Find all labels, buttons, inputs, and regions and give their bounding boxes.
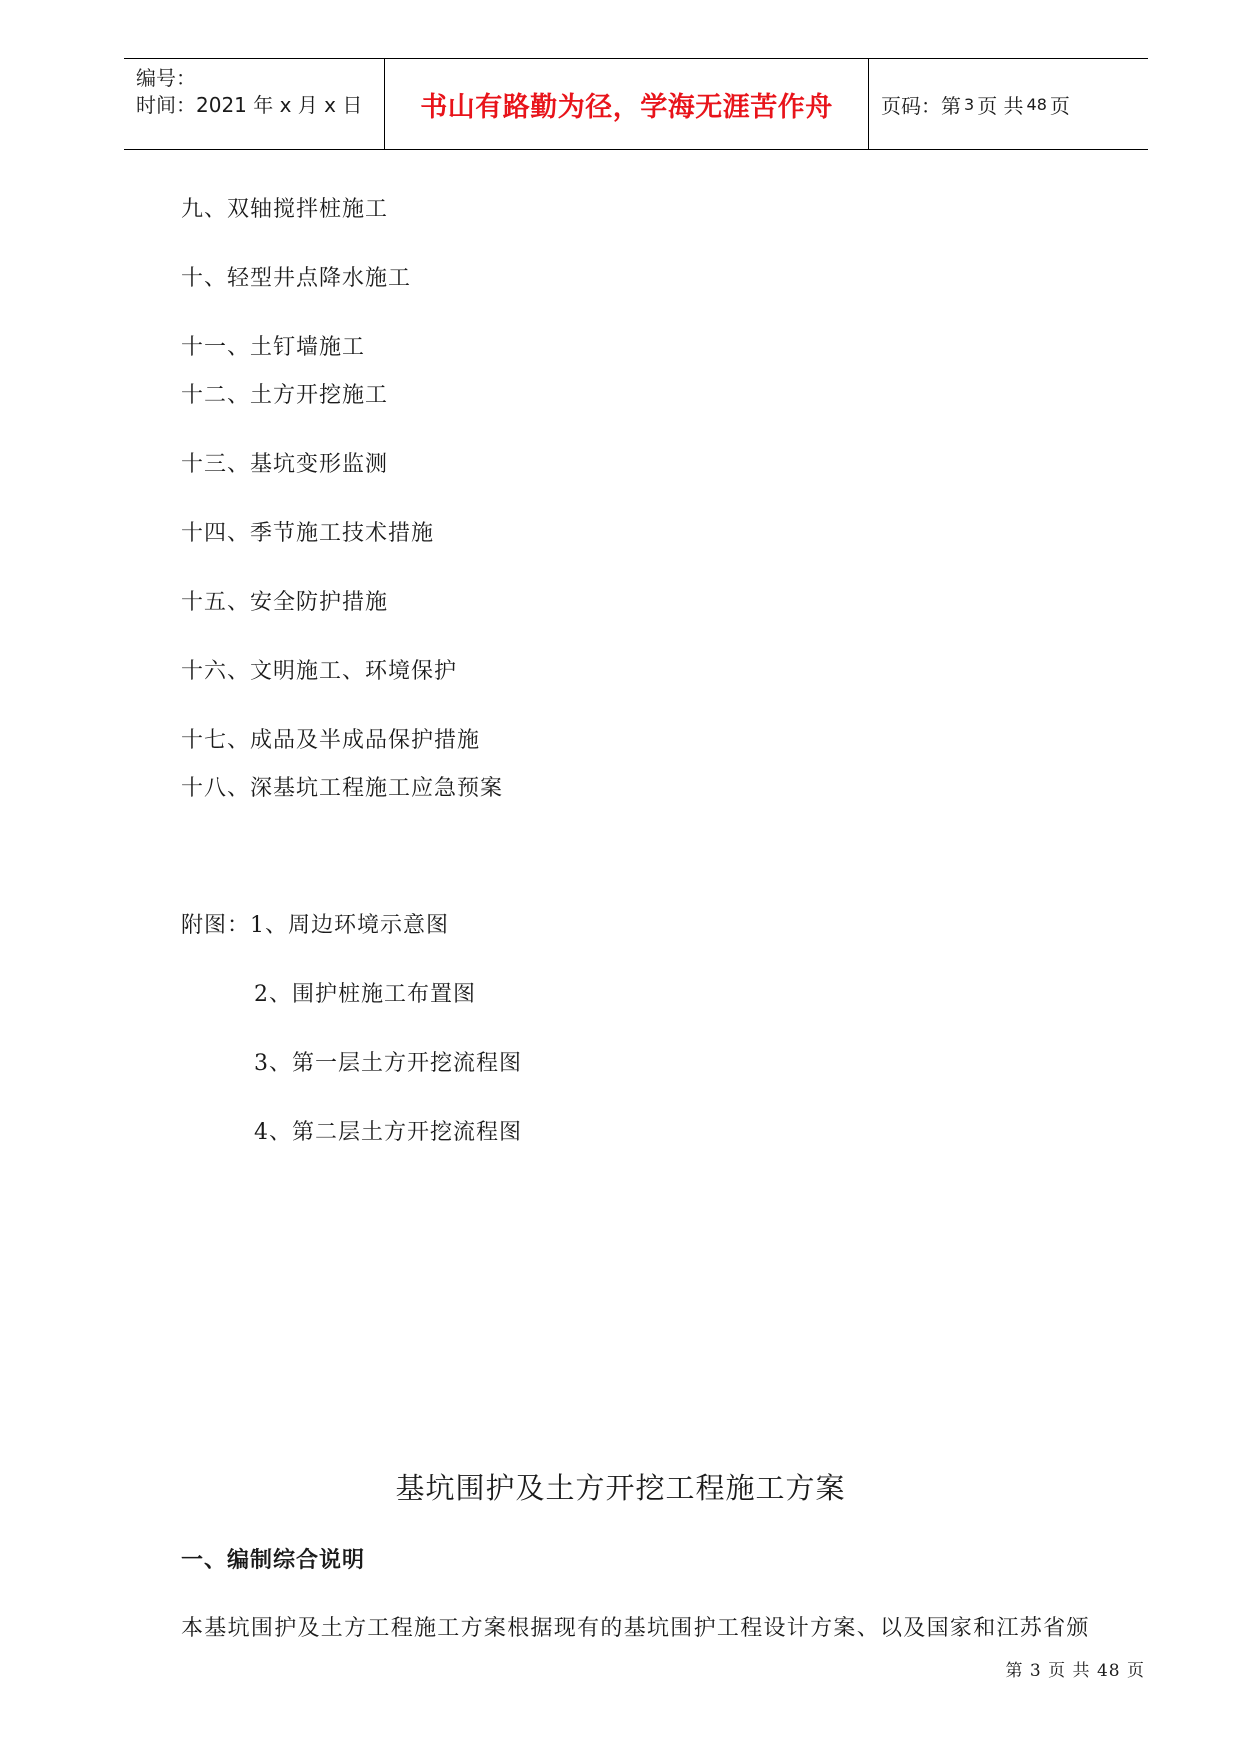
page-current: 3 [964, 94, 975, 114]
page-suffix: 页 [1049, 93, 1070, 118]
header-motto: 书山有路勤为径，学海无涯苦作舟 [385, 59, 869, 149]
section-heading: 一、编制综合说明 [181, 1548, 366, 1573]
header-page-info [869, 59, 1148, 149]
toc-item: 十、轻型井点降水施工 [181, 266, 412, 291]
time-label: 时间：2021 年 x 月 x 日 [136, 93, 363, 117]
toc-item: 十五、安全防护措施 [181, 590, 389, 615]
toc-item: 十二、土方开挖施工 [181, 383, 389, 408]
appendix-item: 3、第一层土方开挖流程图 [254, 1051, 522, 1076]
toc-item: 十四、季节施工技术措施 [181, 521, 435, 546]
header-meta [124, 59, 385, 149]
page-total: 48 [1026, 94, 1047, 114]
page-prefix: 页码：第 [881, 93, 961, 118]
toc-item: 九、双轴搅拌桩施工 [181, 197, 389, 222]
page-mid: 页 共 [977, 93, 1024, 118]
toc-item: 十六、文明施工、环境保护 [181, 659, 458, 684]
page-footer: 第 3 页 共 48 页 [1005, 1661, 1145, 1681]
toc-item: 十一、土钉墙施工 [181, 335, 366, 360]
number-label: 编号： [136, 66, 196, 90]
appendix-item: 附图：1、周边环境示意图 [181, 913, 449, 938]
appendix-item: 2、围护桩施工布置图 [254, 982, 476, 1007]
toc-item: 十八、深基坑工程施工应急预案 [181, 776, 504, 801]
toc-item: 十七、成品及半成品保护措施 [181, 728, 481, 753]
document-title: 基坑围护及土方开挖工程施工方案 [395, 1471, 846, 1505]
page-header [124, 58, 1148, 150]
toc-item: 十三、基坑变形监测 [181, 452, 389, 477]
appendix-item: 4、第二层土方开挖流程图 [254, 1120, 522, 1145]
body-paragraph: 本基坑围护及土方工程施工方案根据现有的基坑围护工程设计方案、以及国家和江苏省颁 [181, 1616, 1090, 1641]
